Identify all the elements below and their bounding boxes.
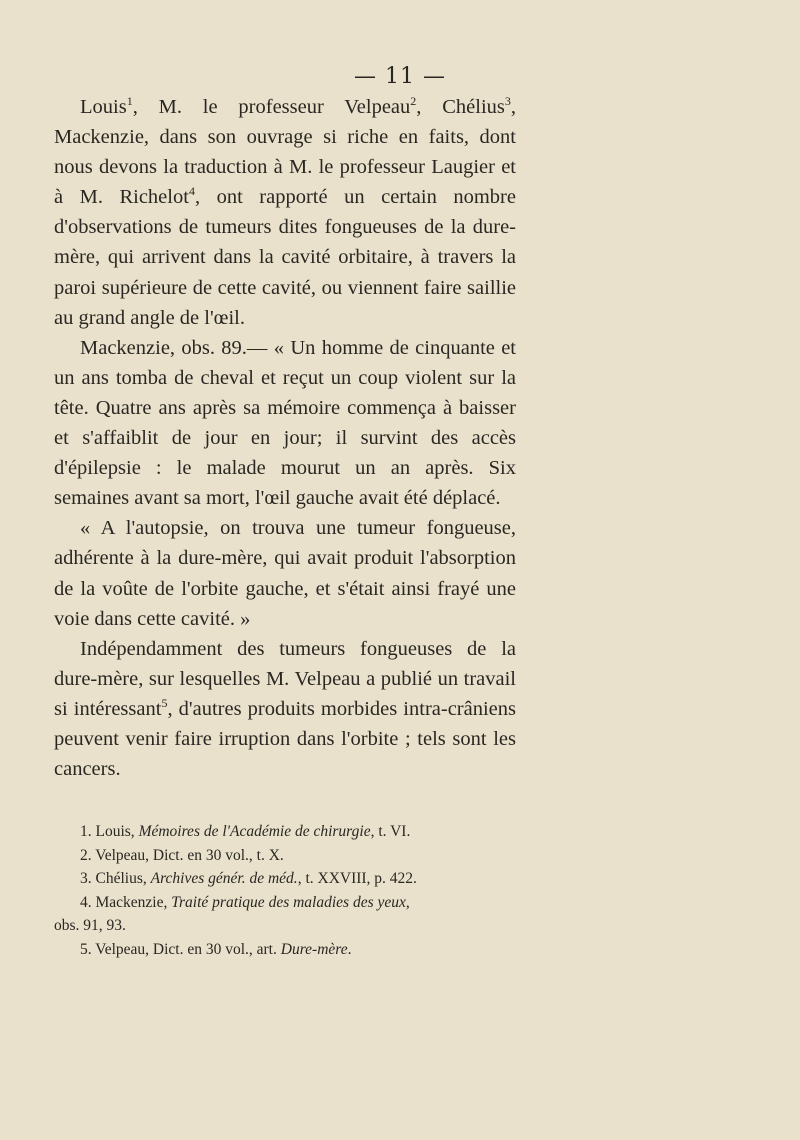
paragraph-1 (54, 92, 516, 333)
footnote-ref-1: 1 (126, 94, 133, 108)
body-text (54, 92, 516, 784)
footnote-5-title: Dure-mère (280, 940, 348, 958)
footnotes (54, 820, 516, 962)
paragraph-2: Mackenzie, obs. 89.— « Un homme de cinquante et un ans tomba de cheval et reçut un coup violent sur la tête. Quatre ans après sa mémoire commença à baisser et s'affaiblit de jour en jour; il survint des accès d'épilepsie : le malade mourut un an après. Six semaines avant sa mort, l'œil gauche avait été déplacé. (54, 336, 516, 510)
footnote-4-continuation: obs. 91, 93. (54, 917, 126, 935)
footnote-5-text: Velpeau, Dict. en 30 vol., art. (91, 940, 281, 958)
footnote-3-tail: , t. XXVIII, p. 422. (297, 870, 417, 888)
p1-text-c: , Chélius (416, 96, 505, 118)
footnote-1-tail: , t. VI. (370, 823, 411, 840)
p4-text-a: Indépendamment des tumeurs fongueuses de la dure-mère, sur lesquelles M. Velpeau a publié un travail si intéressant (54, 637, 516, 720)
page-number: — 11 — (354, 64, 446, 89)
paragraph-3: « A l'autopsie, on trouva une tumeur fongueuse, adhérente à la dure-mère, qui avait produit l'absorption de la voûte de l'orbite gauche, et s'était ainsi frayé une voie dans cette cavité. » (54, 517, 516, 630)
footnote-3-number: 3. (80, 870, 92, 888)
footnote-1-text: Louis, (91, 823, 139, 840)
footnote-2-number: 2. (80, 846, 92, 864)
footnote-4-title: Traité pratique des maladies des yeux (171, 893, 406, 911)
footnote-3-text: Chélius, (91, 870, 151, 888)
footnote-1-number: 1. (80, 823, 92, 840)
p1-text-e: , ont rapporté un certain nombre d'observations de tumeurs dites fongueuses de la dure-mère, qui arrivent dans la cavité orbitaire, à travers la paroi supérieure de cette cavité, ou viennent faire saillie au grand angle de l'œil. (54, 186, 516, 329)
footnote-4-number: 4. (80, 893, 92, 911)
footnote-1 (54, 820, 516, 844)
footnote-4-text: Mackenzie, (91, 893, 172, 911)
footnote-3-title: Archives génér. de méd. (150, 870, 298, 888)
footnote-ref-4: 4 (188, 184, 195, 199)
footnote-5-number: 5. (80, 940, 92, 958)
footnote-ref-3: 3 (504, 94, 511, 108)
p1-text-b: , M. le professeur Velpeau (132, 96, 411, 118)
paragraph-4 (54, 634, 516, 784)
footnote-ref-5: 5 (161, 695, 168, 710)
footnote-3 (54, 867, 516, 891)
footnote-4 (54, 891, 516, 915)
footnote-5 (54, 938, 516, 962)
footnote-4-tail: , (405, 893, 410, 911)
p4-text-b: , d'autres produits morbides intra-crâniens peuvent venir faire irruption dans l'orbite ; tels sont les cancers. (54, 697, 516, 781)
footnote-2 (54, 844, 516, 868)
p1-text-a: Louis (80, 96, 127, 118)
footnote-5-tail: . (347, 940, 352, 958)
footnote-ref-2: 2 (410, 94, 417, 108)
footnote-2-text: Velpeau, Dict. en 30 vol., t. X. (91, 846, 284, 864)
footnote-1-title: Mémoires de l'Académie de chirurgie (138, 823, 371, 840)
p1-text-d: , Mackenzie, dans son ouvrage si riche en faits, dont nous devons la traduction à M. le professeur Laugier et à M. Richelot (54, 96, 516, 209)
